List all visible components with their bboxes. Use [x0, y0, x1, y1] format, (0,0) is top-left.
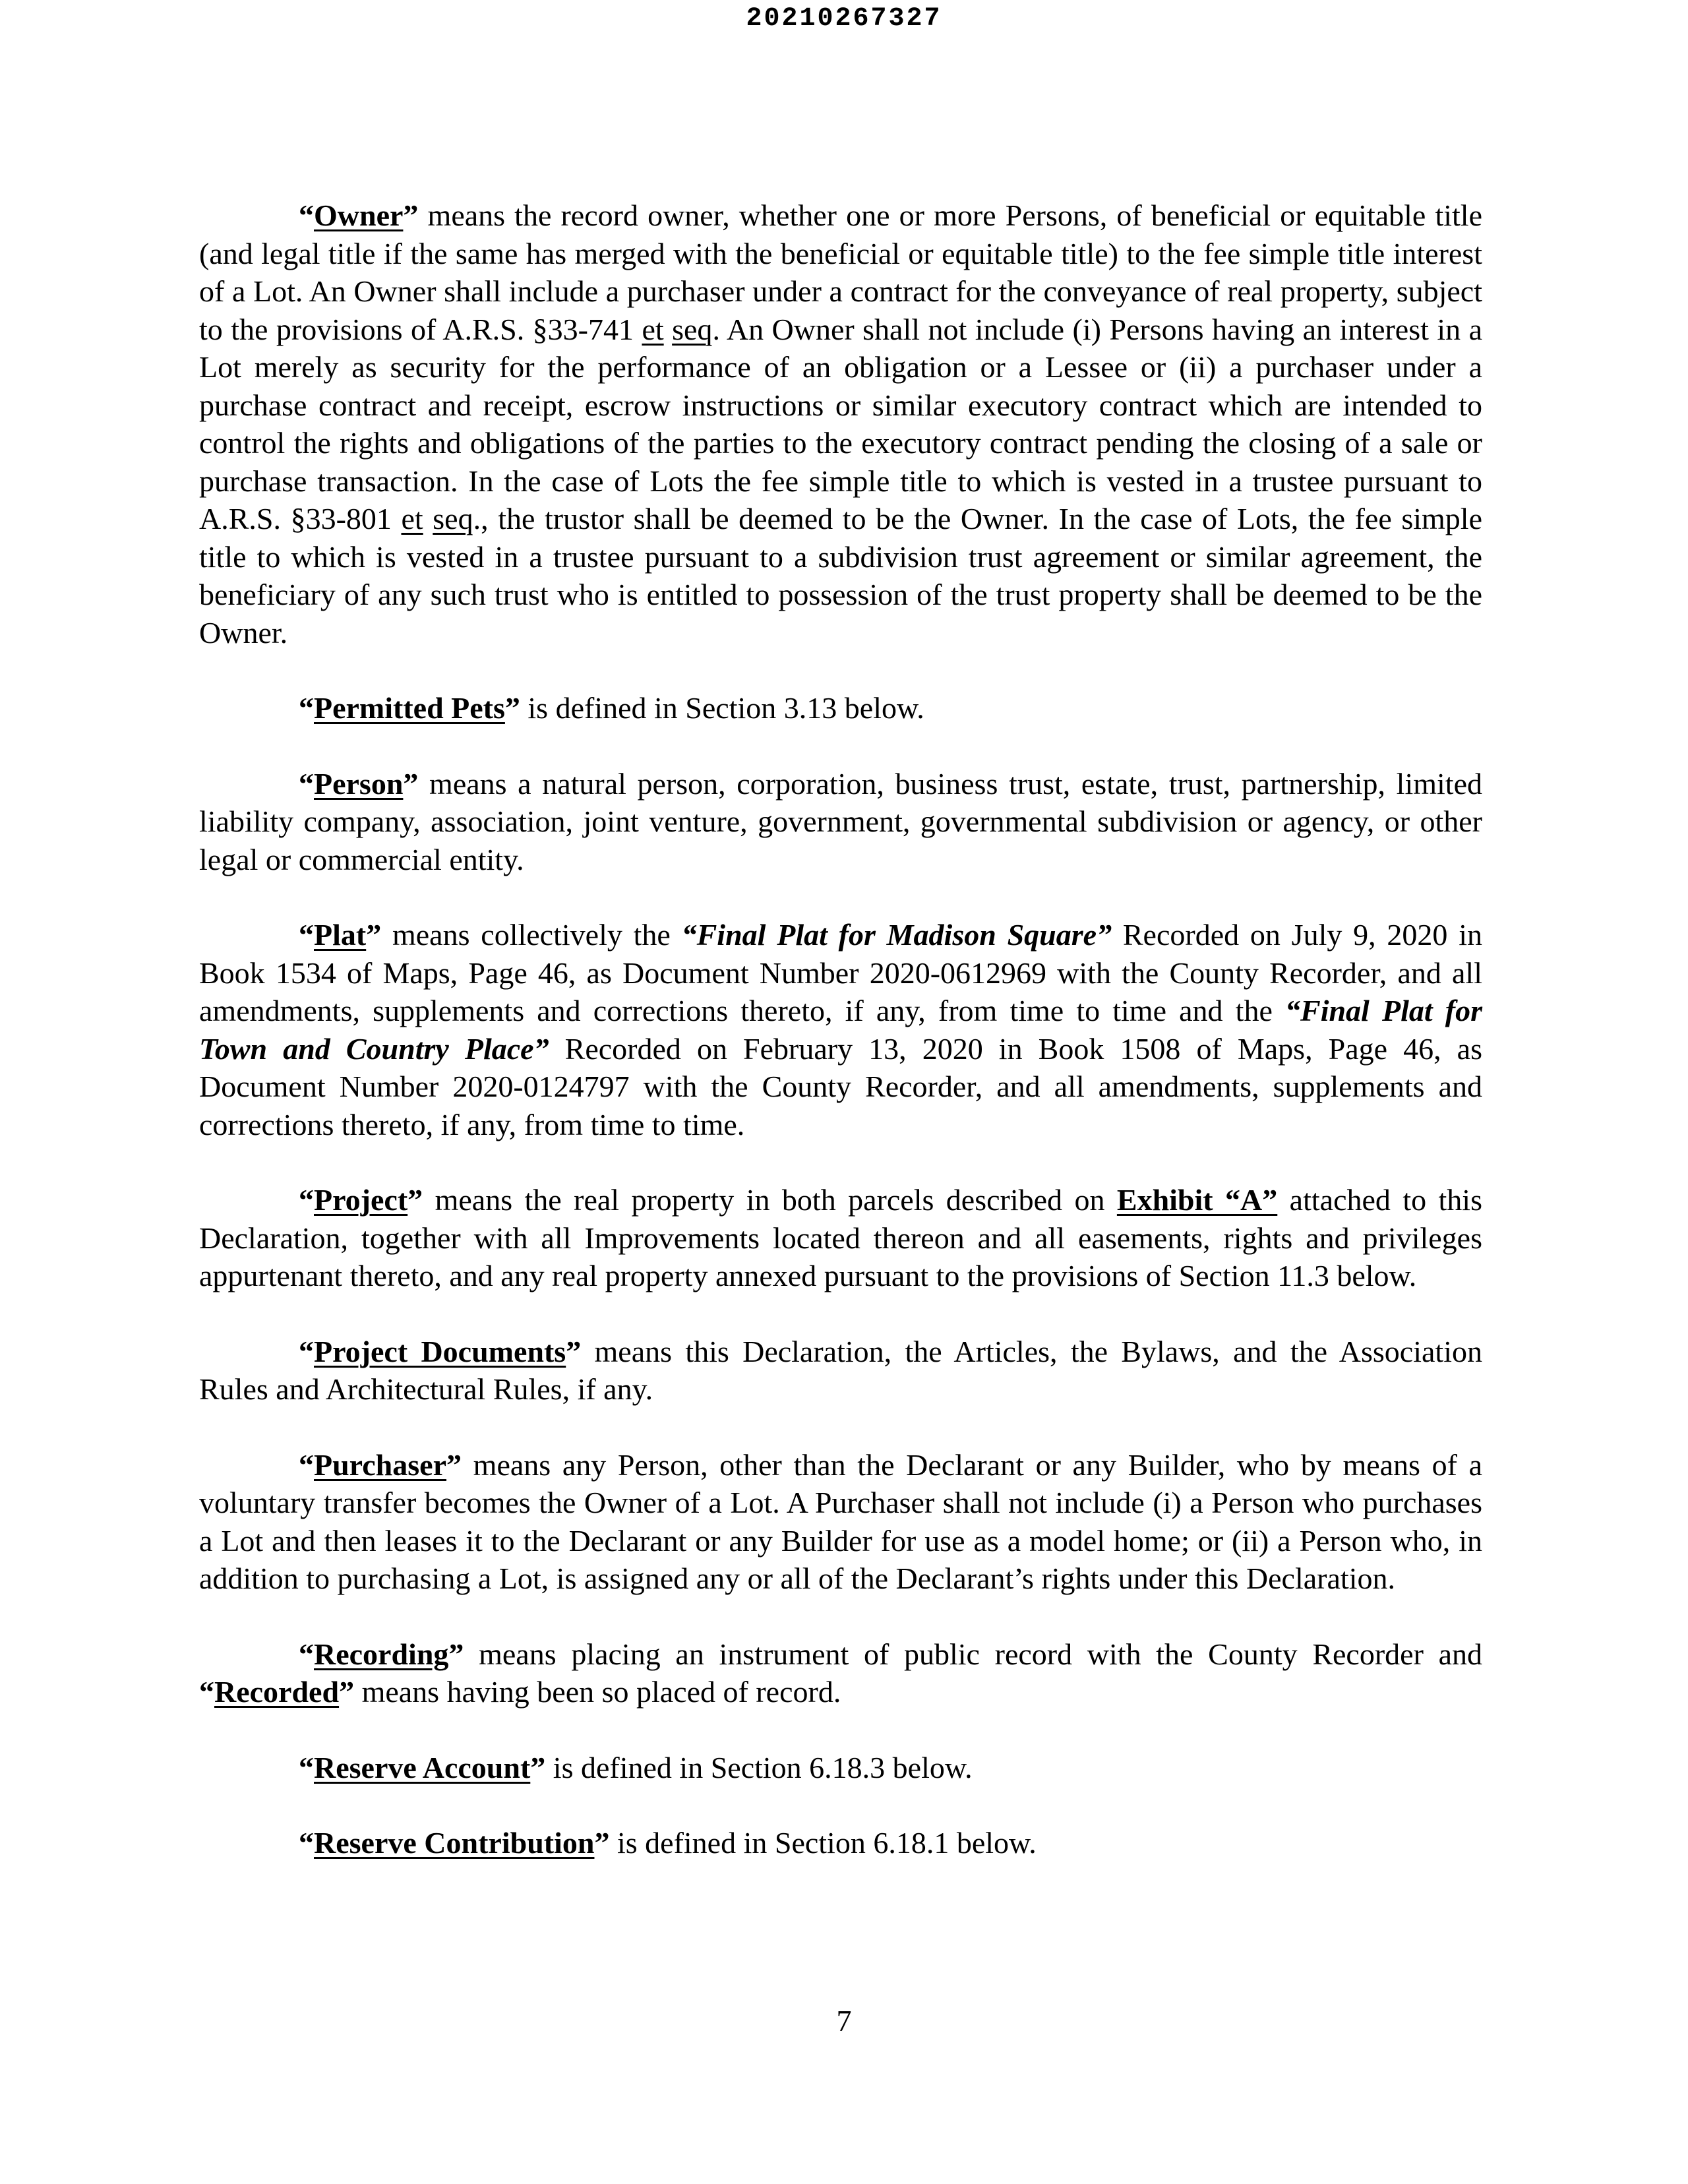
- recording-number: 20210267327: [746, 4, 942, 34]
- exhibit-a-reference: Exhibit “A”: [1116, 1183, 1278, 1217]
- definition-project: “Project” means the real property in both parcels described on Exhibit “A” attached to this Declaration, together with all Improvements located thereon and all easements, rights and privileges appurtenant thereto, and any real property annexed pursuant to the provisions of Section 11.3 below.: [199, 1183, 1482, 1292]
- term-project-documents: “Project Documents”: [299, 1334, 582, 1368]
- term-purchaser: “Purchaser”: [299, 1447, 462, 1482]
- definition-purchaser: “Purchaser” means any Person, other than the Declarant or any Builder, who by means of a voluntary transfer becomes the Owner of a Lot. A Purchaser shall not include (i) a Person who purchases a Lot and then leases it to the Declarant or any Builder for use as a model home; or (ii) a Person who, in addition to purchasing a Lot, is assigned any or all of the Declarant’s rights under this Declaration.: [199, 1447, 1482, 1595]
- definition-permitted-pets: “Permitted Pets” is defined in Section 3.13 below.: [299, 691, 924, 725]
- term-recorded: “Recorded”: [199, 1675, 355, 1709]
- term-reserve-contribution: “Reserve Contribution”: [299, 1826, 610, 1860]
- term-recording: “Recording”: [299, 1637, 464, 1671]
- plat-title-madison-square: “Final Plat for Madison Square”: [681, 918, 1112, 952]
- definition-project-documents: “Project Documents” means this Declaration, the Articles, the Bylaws, and the Association Rules and Architectural Rules, if any.: [199, 1334, 1482, 1406]
- term-person: “Person”: [299, 766, 419, 801]
- term-plat: “Plat”: [299, 918, 382, 952]
- definition-reserve-account: “Reserve Account” is defined in Section 6.18.3 below.: [299, 1750, 973, 1784]
- definition-plat: “Plat” means collectively the “Final Plat for Madison Square” Recorded on July 9, 2020 in Book 1534 of Maps, Page 46, as Document Number 2020-0612969 with the County Recorder, and all amendments, supplements and corrections thereto, if any, from time to time and the “Final Plat for Town and Country Place” Recorded on February 13, 2020 in Book 1508 of Maps, Page 46, as Document Number 2020-0124797 with the County Recorder, and all amendments, supplements and corrections thereto, if any, from time to time.: [199, 918, 1482, 1141]
- term-reserve-account: “Reserve Account”: [299, 1750, 546, 1784]
- definitions-body: [199, 197, 1482, 1862]
- term-permitted-pets: “Permitted Pets”: [299, 691, 520, 725]
- definition-reserve-contribution: “Reserve Contribution” is defined in Section 6.18.1 below.: [299, 1826, 1037, 1860]
- term-owner: “Owner”: [299, 198, 419, 232]
- plat-title-town-and-country: “Final Plat for Town and Country Place”: [199, 994, 1482, 1066]
- page-number: 7: [836, 2004, 852, 2038]
- definition-person: “Person” means a natural person, corporation, business trust, estate, trust, partnership, limited liability company, association, joint venture, government, governmental subdivision or agency, or other legal or commercial entity.: [199, 766, 1482, 876]
- definition-owner: “Owner” means the record owner, whether one or more Persons, of beneficial or equitable title (and legal title if the same has merged with the beneficial or equitable title) to the fee simple title interest of a Lot. An Owner shall include a purchaser under a contract for the conveyance of real property, subject to the provisions of A.R.S. §33-741 et seq. An Owner shall not include (i) Persons having an interest in a Lot merely as security for the performance of an obligation or a Lessee or (ii) a purchaser under a purchase contract and receipt, escrow instructions or similar executory contract which are intended to control the rights and obligations of the parties to the executory contract pending the closing of a sale or purchase transaction. In the case of Lots the fee simple title to which is vested in a trustee pursuant to A.R.S. §33-801 et seq., the trustor shall be deemed to be the Owner. In the case of Lots, the fee simple title to which is vested in a trustee pursuant to a subdivision trust agreement or similar agreement, the beneficiary of any such trust who is entitled to possession of the trust property shall be deemed to be the Owner.: [199, 198, 1482, 650]
- term-project: “Project”: [299, 1183, 423, 1217]
- definition-recording: “Recording” means placing an instrument of public record with the County Recorder and “Recorded” means having been so placed of record.: [199, 1637, 1482, 1709]
